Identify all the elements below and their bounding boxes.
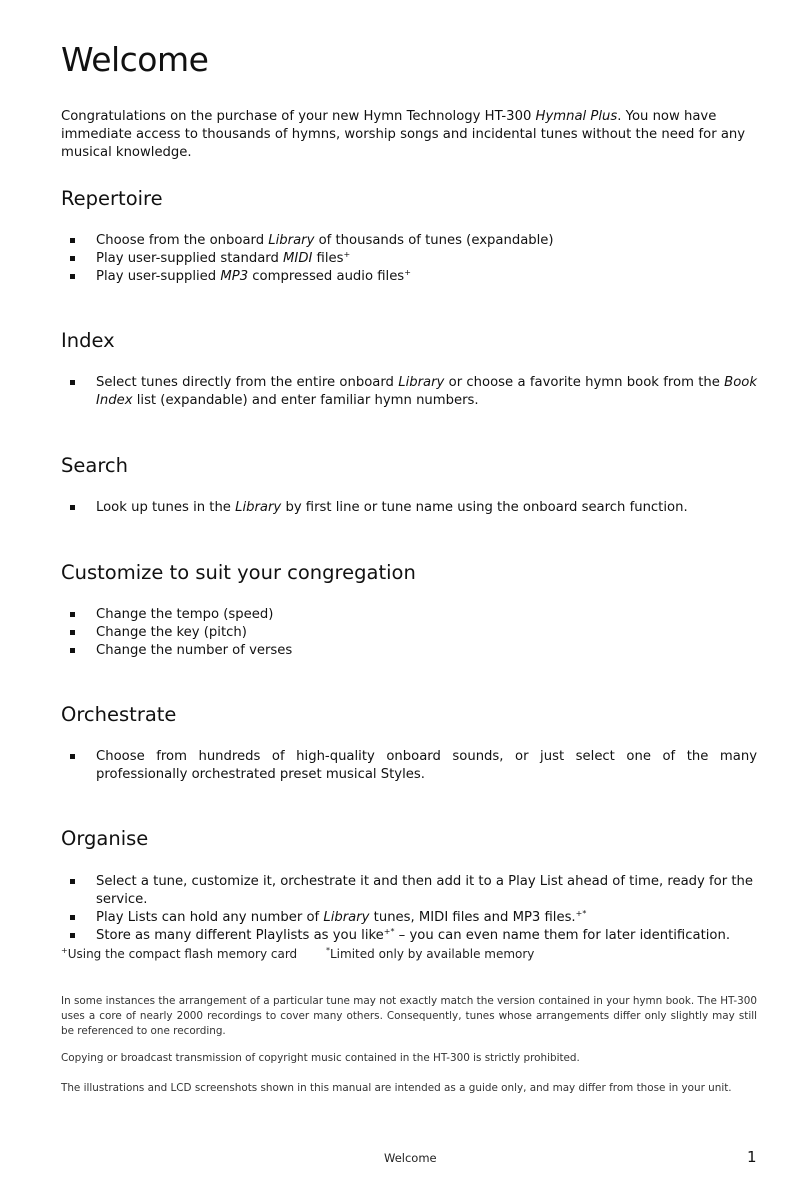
footnotes xyxy=(61,946,535,961)
footer-section-label: Welcome xyxy=(384,1151,437,1165)
search-list xyxy=(61,499,757,517)
intro-paragraph xyxy=(61,108,757,162)
footnote-star: *Limited only by available memory xyxy=(326,946,535,961)
orchestrate-list xyxy=(61,748,757,784)
organise-list xyxy=(61,873,757,945)
bullet-icon xyxy=(70,612,75,617)
list-item: Look up tunes in the Library by first line or tune name using the onboard search function. xyxy=(61,499,757,517)
intro-text-start: Congratulations on the purchase of your new Hymn Technology HT-300 xyxy=(61,109,536,124)
bullet-icon xyxy=(70,879,75,884)
bullet-icon xyxy=(70,933,75,938)
list-item: Change the number of verses xyxy=(61,642,757,660)
bullet-icon xyxy=(70,380,75,385)
list-item: Store as many different Playlists as you like+* – you can even name them for later identification. xyxy=(61,927,757,945)
list-item: Select a tune, customize it, orchestrate it and then add it to a Play List ahead of time, ready for the service. xyxy=(61,873,757,909)
list-item: Choose from the onboard Library of thousands of tunes (expandable) xyxy=(61,232,757,250)
bullet-icon xyxy=(70,754,75,759)
heading-organise: Organise xyxy=(61,827,149,850)
heading-index: Index xyxy=(61,329,115,352)
heading-customize: Customize to suit your congregation xyxy=(61,561,416,584)
list-item: Play user-supplied standard MIDI files+ xyxy=(61,250,757,268)
list-item: Choose from hundreds of high-quality onboard sounds, or just select one of the many professionally orchestrated preset musical Styles. xyxy=(61,748,757,784)
list-item: Play user-supplied MP3 compressed audio files+ xyxy=(61,268,757,286)
footnote-plus: +Using the compact flash memory card xyxy=(61,946,298,961)
disclaimer-copyright: Copying or broadcast transmission of copyright music contained in the HT-300 is strictly prohibited. xyxy=(61,1052,580,1064)
list-item: Select tunes directly from the entire onboard Library or choose a favorite hymn book from the Book Index list (expandable) and enter familiar hymn numbers. xyxy=(61,374,757,410)
list-item: Change the tempo (speed) xyxy=(61,606,757,624)
disclaimer-arrangement: In some instances the arrangement of a particular tune may not exactly match the version contained in your hymn book. The HT-300 uses a core of nearly 2000 recordings to cover many others. Consequently, tunes whose arrangements differ only slightly may still be referenced to one recording. xyxy=(61,995,757,1037)
list-item: Change the key (pitch) xyxy=(61,624,757,642)
heading-repertoire: Repertoire xyxy=(61,187,163,210)
bullet-icon xyxy=(70,648,75,653)
page-number: 1 xyxy=(747,1148,757,1166)
page-title: Welcome xyxy=(61,40,209,79)
heading-search: Search xyxy=(61,454,128,477)
product-name: Hymnal Plus xyxy=(535,109,618,124)
repertoire-list xyxy=(61,232,757,286)
heading-orchestrate: Orchestrate xyxy=(61,703,177,726)
disclaimer-illustrations: The illustrations and LCD screenshots shown in this manual are intended as a guide only, and may differ from those in your unit. xyxy=(61,1082,732,1094)
index-list xyxy=(61,374,757,410)
bullet-icon xyxy=(70,630,75,635)
bullet-icon xyxy=(70,274,75,279)
intro-text-end: . You now have immediate access to thousands of hymns, worship songs and incidental tunes without the need for any musical knowledge. xyxy=(61,109,746,160)
list-item: Play Lists can hold any number of Library tunes, MIDI files and MP3 files.+* xyxy=(61,909,757,927)
bullet-icon xyxy=(70,915,75,920)
bullet-icon xyxy=(70,505,75,510)
customize-list xyxy=(61,606,757,660)
bullet-icon xyxy=(70,256,75,261)
bullet-icon xyxy=(70,238,75,243)
